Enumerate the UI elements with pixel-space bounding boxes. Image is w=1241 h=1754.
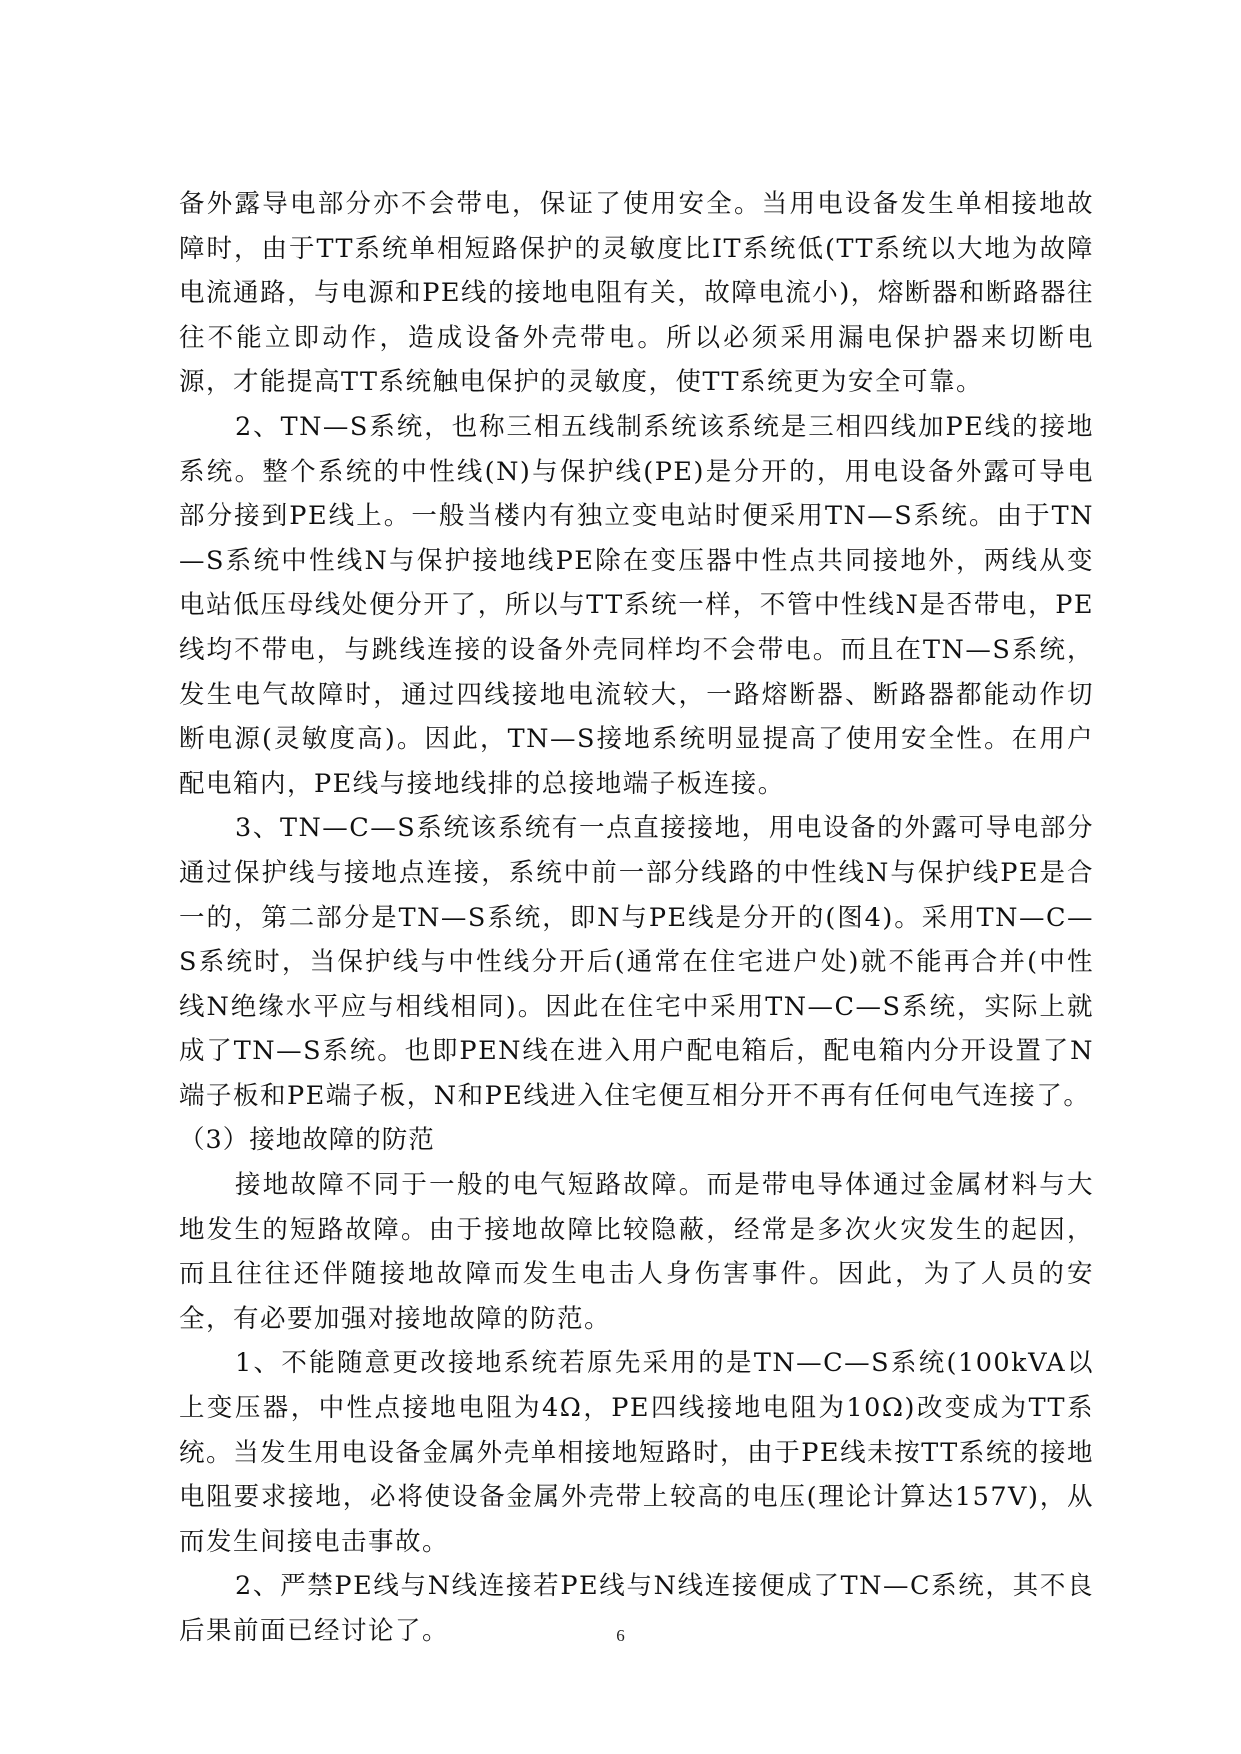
section-heading-grounding-fault-prevention: （3）接地故障的防范 [179, 1125, 435, 1156]
paragraph-tt-system-continuation: 备外露导电部分亦不会带电，保证了使用安全。当用电设备发生单相接地故障时，由于TT系统单相短路保护的灵敏度比IT系统低(TT系统以大地为故障电流通路，与电源和PE线的接地电阻有关，故障电流小)，熔断器和断路器往往不能立即动作，造成设备外壳带电。所以必须采用漏电保护器来切断电源，才能提高TT系统触电保护的灵敏度，使TT系统更为安全可靠。 [179, 189, 1094, 398]
paragraph-pe-n-connection-forbidden: 2、严禁PE线与N线连接若PE线与N线连接便成了TN—C系统，其不良后果前面已经讨论了。 [179, 1571, 1094, 1646]
paragraph-tn-c-s-system: 3、TN—C—S系统该系统有一点直接接地，用电设备的外露可导电部分通过保护线与接地点连接，系统中前一部分线路的中性线N与保护线PE是合一的，第二部分是TN—S系统，即N与PE线是分开的(图4)。采用TN—C—S系统时，当保护线与中性线分开后(通常在住宅进户处)就不能再合并(中性线N绝缘水平应与相线相同)。因此在住宅中采用TN—C—S系统，实际上就成了TN—S系统。也即PEN线在进入用户配电箱后，配电箱内分开设置了N端子板和PE端子板，N和PE线进入住宅便互相分开不再有任何电气连接了。 [179, 813, 1094, 1111]
body-text [179, 182, 1094, 1654]
paragraph-grounding-fault-intro: 接地故障不同于一般的电气短路故障。而是带电导体通过金属材料与大地发生的短路故障。由于接地故障比较隐蔽，经常是多次火灾发生的起因，而且往往还伴随接地故障而发生电击人身伤害事件。因此，为了人员的安全，有必要加强对接地故障的防范。 [179, 1170, 1094, 1334]
paragraph-tn-s-system: 2、TN—S系统，也称三相五线制系统该系统是三相四线加PE线的接地系统。整个系统的中性线(N)与保护线(PE)是分开的，用电设备外露可导电部分接到PE线上。一般当楼内有独立变电站时便采用TN—S系统。由于TN—S系统中性线N与保护接地线PE除在变压器中性点共同接地外，两线从变电站低压母线处便分开了，所以与TT系统一样，不管中性线N是否带电，PE线均不带电，与跳线连接的设备外壳同样均不会带电。而且在TN—S系统，发生电气故障时，通过四线接地电流较大，一路熔断器、断路器都能动作切断电源(灵敏度高)。因此，TN—S接地系统明显提高了使用安全性。在用户配电箱内，PE线与接地线排的总接地端子板连接。 [179, 411, 1094, 799]
page-number: 6 [616, 1626, 625, 1645]
paragraph-no-arbitrary-change: 1、不能随意更改接地系统若原先采用的是TN—C—S系统(100kVA以上变压器，中性点接地电阻为4Ω，PE四线接地电阻为10Ω)改变成为TT系统。当发生用电设备金属外壳单相接地短路时，由于PE线未按TT系统的接地电阻要求接地，必将使设备金属外壳带上较高的电压(理论计算达157V)，从而发生间接电击事故。 [179, 1348, 1094, 1557]
